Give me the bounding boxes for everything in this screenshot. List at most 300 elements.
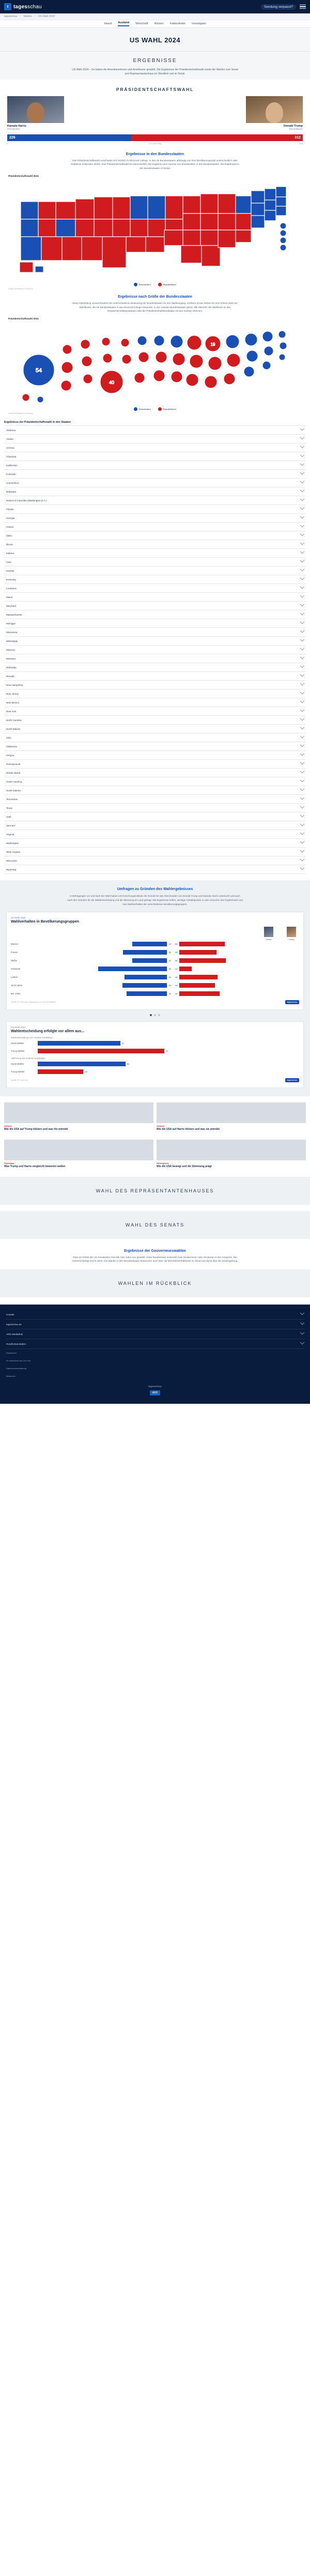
state-name: Hawaii <box>6 525 13 528</box>
teaser-kicker-3: Reportage <box>4 1161 14 1164</box>
chevron-down-icon <box>300 541 304 545</box>
group-bar-label: Männer <box>11 942 19 945</box>
group-bar-label: 18-29 Jahre <box>11 984 23 987</box>
state-accordion-row[interactable] <box>4 558 306 566</box>
reason-bar-row <box>11 1069 299 1075</box>
candidate-header <box>0 93 310 147</box>
widget-reason-source: Quelle: AP VoteCast <box>11 1079 28 1081</box>
state-accordion-row[interactable] <box>4 435 306 443</box>
state-name: Connecticut <box>6 481 19 484</box>
state-accordion-row[interactable] <box>4 751 306 760</box>
chevron-down-icon <box>300 699 304 703</box>
breadcrumb-separator-2: › <box>35 15 36 18</box>
widget-vote-reason <box>6 1021 304 1088</box>
electoral-bar <box>7 134 303 141</box>
harris-bar <box>122 983 167 988</box>
chevron-down-icon <box>300 743 304 747</box>
results-heading: ERGEBNISSE <box>133 58 177 64</box>
state-accordion-row[interactable] <box>4 839 306 848</box>
footer-small-1[interactable]: Es entschied Uns-Jun Uns <box>6 1359 31 1362</box>
state-name: Pennsylvania <box>6 762 21 765</box>
trump-value: 55 <box>175 942 178 945</box>
harris-photo <box>7 96 64 123</box>
harris-bar <box>123 950 167 955</box>
teaser-kicker-4: Hintergrund <box>157 1161 168 1164</box>
widget-reason-kicker: US-Wahl 2024 <box>11 1025 26 1029</box>
chevron-down-icon <box>300 839 304 844</box>
breadcrumb-item-2: US-Wahl 2024 <box>38 15 55 18</box>
carousel-dot-2[interactable] <box>154 1014 156 1016</box>
state-name: Delaware <box>6 490 17 493</box>
trump-photo <box>246 96 303 123</box>
nav-item-faktenfinder[interactable]: Faktenfinder <box>169 22 186 25</box>
chevron-down-icon <box>300 664 304 668</box>
bubble-body: Diese Darstellung veranschaulicht die unterschiedliche Bedeutung der Bundesstaaten für den Wahlausgang. Größere Kreise stehen für eine höhere Zahl von Wahlleuten, die ein Bundesstaaten in das Electoral College entsendet. In den meisten Bundesstaaten gehen alle Stimmen der Wahlleute an den Präsidentschaftskandidaten oder die Präsidentschaftskandidatin mit den meisten Stimmen. <box>72 301 238 313</box>
widget-groups-title: Wahlverhalten in Bevölkerungsgruppen <box>11 919 79 924</box>
breadcrumb-item-1[interactable]: Wahlen <box>23 15 33 18</box>
state-accordion-row[interactable] <box>4 540 306 549</box>
chevron-down-icon <box>300 628 304 633</box>
state-name: Illinois <box>6 543 13 546</box>
state-accordion-row[interactable] <box>4 479 306 487</box>
state-accordion-row[interactable] <box>4 681 306 689</box>
state-accordion-row[interactable] <box>4 725 306 733</box>
chevron-down-icon <box>300 558 304 562</box>
carousel-dot-1[interactable] <box>150 1014 152 1016</box>
footer-small-0[interactable]: Impressum <box>6 1352 17 1355</box>
state-accordion-row[interactable] <box>4 769 306 777</box>
state-accordion-row[interactable] <box>4 742 306 751</box>
chevron-down-icon <box>300 488 304 492</box>
trump-value: 15 <box>175 967 178 970</box>
trump-name: Donald Trump <box>284 124 303 128</box>
teaser-headline-3: Was Trump und Harris vergleicht bewerten wollen <box>4 1164 66 1168</box>
trump-value: 43 <box>175 984 178 987</box>
reason-bar-label: Harris-Wähler <box>11 1063 24 1066</box>
teaser-image-1 <box>4 1102 153 1123</box>
reason-bar-row <box>11 1040 299 1047</box>
state-name: Colorado <box>6 472 16 476</box>
state-name: Washington <box>6 841 19 845</box>
state-accordion-row[interactable] <box>4 505 306 514</box>
state-name: Arkansas <box>6 455 17 458</box>
trump-value: 46 <box>175 975 178 978</box>
harris-bar <box>127 991 167 996</box>
main-nav <box>0 20 310 28</box>
state-accordion-row[interactable] <box>4 812 306 821</box>
page-title-band <box>0 28 310 52</box>
trump-bar <box>179 983 215 988</box>
widget-groups-badge: tagesschau <box>285 1000 299 1004</box>
state-accordion-row[interactable] <box>4 786 306 795</box>
state-accordion-row[interactable] <box>4 549 306 558</box>
footer-link-tagesschau[interactable] <box>5 1320 305 1329</box>
state-accordion-row[interactable] <box>4 610 306 619</box>
teaser-headline-4: Wie die USA bewegt und die Stimmung prägt <box>157 1164 212 1168</box>
widget-groups-bars <box>11 941 299 997</box>
state-accordion-row[interactable] <box>4 777 306 786</box>
bubble-heading: Ergebnisse nach Größe der Bundesstaaten <box>118 295 192 299</box>
chevron-down-icon <box>300 752 304 756</box>
state-accordion-row[interactable] <box>4 566 306 575</box>
house-heading: WAHL DES REPRÄSENTANTENHAUSES <box>96 1188 214 1193</box>
state-accordion-row[interactable] <box>4 663 306 672</box>
teaser-row-2 <box>0 1133 310 1171</box>
group-bar-label: Frauen <box>11 950 18 954</box>
group-bar-row <box>11 957 299 964</box>
group-bar-row <box>11 990 299 997</box>
state-accordion-row[interactable] <box>4 637 306 646</box>
survey-band <box>0 880 310 1096</box>
state-accordion-row[interactable] <box>4 698 306 707</box>
teaser-row-1 <box>0 1096 310 1133</box>
state-name: Ohio <box>6 736 11 739</box>
state-name: Oklahoma <box>6 745 17 748</box>
senate-band <box>0 1211 310 1239</box>
svg-text:54: 54 <box>35 367 42 374</box>
harris-value: 42 <box>168 942 172 945</box>
state-accordion-row[interactable] <box>4 584 306 593</box>
state-accordion-row[interactable] <box>4 523 306 531</box>
state-name: Georgia <box>6 516 15 519</box>
trump-thumb <box>287 927 296 937</box>
bubble-source: Quelle: AP/Wahlen in America <box>8 412 33 415</box>
reason-bar-row <box>11 1061 299 1067</box>
chevron-down-icon <box>300 514 304 518</box>
chevron-down-icon <box>300 497 304 501</box>
widget-reason-badge: tagesschau <box>285 1078 299 1082</box>
chevron-down-icon <box>300 435 304 439</box>
trump-bar <box>179 942 225 946</box>
chevron-down-icon <box>300 866 304 870</box>
map-source: Quelle: AP/Wahlen in America <box>8 287 33 290</box>
map-legend <box>4 283 306 286</box>
survey-heading: Umfragen zu Gründen des Wahlergebnisses <box>117 887 193 892</box>
group-bar-row <box>11 949 299 956</box>
state-name: Maryland <box>6 604 16 607</box>
reason-bar <box>38 1049 164 1053</box>
footer-link-label-0: Kontakt <box>6 1313 14 1316</box>
harris-value: 53 <box>168 950 172 954</box>
reason-bar-label: Trump-Wähler <box>11 1070 25 1074</box>
survey-body: In Befragungen vor und nach der Wahl haben US-Forschungsinstitute die Gründe für das Abschneiden von Donald Trump und Kamala Harris untersucht und auch nach den Gründen für die Wahlentscheidung und die Stimmung im Land gefragt. Die Ergebnisse helfen, wichtige Anhaltspunkte zu den Ursachen des Ergebnisses und zum Wahlverhalten der verschiedenen Bevölkerungsgruppen. <box>67 895 243 906</box>
footer-small-3[interactable]: Bildrechte <box>6 1375 16 1378</box>
candidate-harris <box>7 96 64 130</box>
state-accordion-row[interactable] <box>4 646 306 654</box>
state-accordion-row[interactable] <box>4 707 306 716</box>
trump-bar <box>179 950 216 955</box>
svg-text:19: 19 <box>210 342 215 347</box>
teaser-card-3[interactable] <box>4 1140 153 1169</box>
nav-item-wirtschaft[interactable]: Wirtschaft <box>135 22 148 25</box>
governors-section <box>4 1244 306 1264</box>
nav-item-investigativ[interactable]: Investigativ <box>192 22 206 25</box>
brand-primary: tages <box>13 4 28 10</box>
harris-name: Kamala Harris <box>7 124 26 128</box>
tick-center: 270 zum Sieg <box>148 142 162 145</box>
state-accordion-row[interactable] <box>4 461 306 470</box>
chevron-down-icon <box>300 470 304 474</box>
bubble-legend-label-dem: Demokraten <box>138 408 151 411</box>
reason-bar-label: Harris-Wähler <box>11 1042 24 1045</box>
harris-value: 42 <box>168 959 172 962</box>
state-accordion-row[interactable] <box>4 628 306 637</box>
chevron-down-icon <box>300 681 304 685</box>
legend-item-dem <box>134 283 151 286</box>
state-name: Kentucky <box>6 578 16 581</box>
state-accordion-row[interactable] <box>4 672 306 681</box>
missed-broadcast-button[interactable] <box>261 4 296 10</box>
chevron-down-icon <box>300 822 304 826</box>
state-accordion-row[interactable] <box>4 716 306 725</box>
map-body: Das Präsidentschaftswahl entscheidet sich letztlich im Electoral College. In das die Bundesstaaten abhängig von ihrer Bevölkerungszahl unterschiedlich viele Wahlleute entsenden dürfen. Das Präsidentschaftswahl ist damit letztlich das Ergebnis einer Summe von Einzelwahlen in den Bundesstaaten. Die Ergebnisse in den Bundesstaaten im Detail. <box>71 159 239 170</box>
us-choropleth-map[interactable] <box>4 178 306 282</box>
footer-brand <box>5 1380 305 1396</box>
trump-value: 45 <box>175 950 178 954</box>
state-name: Indiana <box>6 551 14 555</box>
legend-label-rep: Republikaner <box>163 283 177 286</box>
trump-value: 56 <box>175 959 178 962</box>
site-footer <box>0 1305 310 1404</box>
house-band <box>0 1177 310 1205</box>
head-harris <box>264 927 273 941</box>
harris-bar <box>132 958 167 963</box>
state-name: Arizona <box>6 446 14 449</box>
chevron-down-icon <box>300 734 304 738</box>
top-bar <box>0 0 310 13</box>
chevron-down-icon <box>300 426 304 431</box>
state-accordion-row[interactable] <box>4 760 306 769</box>
footer-small-2[interactable]: Datenschutzerklärung <box>6 1367 26 1370</box>
bubble-legend <box>4 407 306 411</box>
state-name: Virginia <box>6 833 14 836</box>
chevron-down-icon <box>300 637 304 641</box>
us-bubble-map[interactable] <box>4 321 306 406</box>
trump-party: Republikaner <box>289 127 303 130</box>
state-accordion-row[interactable] <box>4 619 306 628</box>
state-name: Wyoming <box>6 868 17 871</box>
state-accordion-row[interactable] <box>4 575 306 584</box>
bubble-legend-dem <box>134 407 151 411</box>
group-bar-row <box>11 974 299 980</box>
footer-link-label-2: ARD Mediathek <box>6 1332 23 1336</box>
state-name: Utah <box>6 815 11 818</box>
reason-bar <box>38 1062 126 1066</box>
head-trump-name: Trump <box>288 938 295 941</box>
state-name: West Virginia <box>6 850 20 853</box>
chevron-down-icon <box>300 813 304 817</box>
reason-bar <box>38 1041 120 1046</box>
state-accordion-row[interactable] <box>4 470 306 479</box>
trump-value: 49 <box>175 992 178 995</box>
harris-value: 51 <box>168 975 172 978</box>
state-name: Louisiana <box>6 587 17 590</box>
footer-brand-label: tagesschau <box>148 1385 162 1389</box>
chevron-down-icon <box>300 778 304 782</box>
state-name: Rhode Island <box>6 771 21 774</box>
chevron-down-icon <box>300 576 304 580</box>
state-accordion-row[interactable] <box>4 804 306 812</box>
chevron-down-icon <box>300 672 304 677</box>
chevron-down-icon <box>300 831 304 835</box>
teaser-kicker-2: Analyse <box>157 1124 165 1127</box>
chevron-down-icon <box>300 479 304 483</box>
teaser-image-4 <box>157 1140 306 1160</box>
footer-link-mediathek[interactable] <box>5 1329 305 1339</box>
legend-label-dem: Demokraten <box>138 283 151 286</box>
reason-group-label: Wahlentscheidung zum meisten Kandidaten <box>11 1036 53 1039</box>
reason-bar-label: Trump-Wähler <box>11 1050 25 1053</box>
state-name: Kalifornien <box>6 464 18 467</box>
presidential-section-title: PRÄSIDENTSCHAFTSWAHL <box>116 86 194 92</box>
teaser-headline-2: Wie die USA auf Harris blicken und was sie antreibt <box>157 1127 220 1131</box>
state-accordion-row[interactable] <box>4 426 306 435</box>
group-bar-label: Schwarze <box>11 967 21 970</box>
footer-link-label-1: tagesschau.de <box>6 1323 22 1326</box>
state-accordion-row[interactable] <box>4 865 306 874</box>
group-bar-label: Latinos <box>11 975 18 978</box>
map-section <box>4 152 306 290</box>
state-accordion-row[interactable] <box>4 733 306 742</box>
chevron-down-icon <box>300 523 304 527</box>
state-name: Missouri <box>6 648 16 651</box>
svg-text:40: 40 <box>109 380 115 386</box>
state-name: Idaho <box>6 534 12 537</box>
chevron-down-icon <box>300 611 304 615</box>
state-name: New Mexico <box>6 701 20 704</box>
widget-groups-heads <box>11 927 299 941</box>
state-accordion-row[interactable] <box>4 602 306 610</box>
chevron-down-icon <box>300 787 304 791</box>
chevron-down-icon <box>300 549 304 554</box>
harris-value: 83 <box>168 967 172 970</box>
nav-item-wissen[interactable]: Wissen <box>154 22 164 25</box>
state-name: Nevada <box>6 674 14 678</box>
candidate-trump <box>246 96 303 130</box>
trump-bar <box>179 958 226 963</box>
tick-left: 0 <box>7 142 9 145</box>
state-accordion-row[interactable] <box>4 531 306 540</box>
harris-party: Demokraten <box>7 127 20 130</box>
chevron-down-icon <box>300 567 304 571</box>
state-name: Vermont <box>6 824 16 827</box>
nav-item-ausland[interactable]: Ausland <box>118 21 129 26</box>
state-name: New Jersey <box>6 692 19 695</box>
state-accordion-row[interactable] <box>4 821 306 830</box>
state-name: North Dakota <box>6 727 21 730</box>
state-accordion-row[interactable] <box>4 689 306 698</box>
tick-right: 538 <box>299 142 303 145</box>
teaser-headline-1: Wie die USA auf Trump blicken und was ihn antreibt <box>4 1127 68 1131</box>
chevron-down-icon <box>300 593 304 597</box>
state-accordion-row[interactable] <box>4 848 306 856</box>
state-accordion-row[interactable] <box>4 443 306 452</box>
chevron-down-icon <box>300 848 304 852</box>
chevron-down-icon <box>300 585 304 589</box>
group-bar-label: Weiße <box>11 959 18 962</box>
chevron-down-icon <box>300 716 304 720</box>
harris-value: 49 <box>168 992 172 995</box>
trump-bar <box>179 991 220 996</box>
state-name: Wisconsin <box>6 859 17 862</box>
bubble-chart-label: Präsidentschaftswahl 2024 <box>8 317 39 320</box>
page-title: US WAHL 2024 <box>129 36 181 44</box>
chevron-down-icon <box>300 804 304 808</box>
chevron-down-icon <box>300 505 304 510</box>
state-name: Nebraska <box>6 666 17 669</box>
state-name: Texas <box>6 806 12 809</box>
chevron-down-icon <box>300 462 304 466</box>
state-name: New York <box>6 710 17 713</box>
trump-bar <box>179 975 218 979</box>
widget-groups-footer <box>11 1000 299 1004</box>
state-name: New Hampshire <box>6 683 23 686</box>
state-accordion-row[interactable] <box>4 856 306 865</box>
chevron-down-icon <box>300 708 304 712</box>
group-bar-row <box>11 982 299 989</box>
state-name: Florida <box>6 508 14 511</box>
bubble-legend-label-rep: Republikaner <box>163 408 177 411</box>
teaser-kicker-1: Analyse <box>4 1124 12 1127</box>
state-accordion-row[interactable] <box>4 654 306 663</box>
hamburger-icon[interactable] <box>300 5 306 9</box>
breadcrumb-item-0[interactable]: tagesschau <box>4 15 18 18</box>
site-logo[interactable] <box>4 3 42 10</box>
electoral-bar-rep: 312 <box>131 134 303 141</box>
retrospective-band <box>0 1269 310 1297</box>
reason-bar-value: 72 <box>165 1050 168 1053</box>
state-name: Alaska <box>6 437 13 440</box>
carousel-dot-3[interactable] <box>158 1014 160 1016</box>
state-accordion-row[interactable] <box>4 514 306 523</box>
trump-bar <box>179 967 192 971</box>
reason-bar-value: 50 <box>127 1063 130 1066</box>
chevron-down-icon <box>300 857 304 861</box>
state-name: Alabama <box>6 428 16 432</box>
chevron-down-icon <box>300 769 304 773</box>
ard-logo: ARD <box>150 1390 161 1396</box>
teaser-card-2[interactable] <box>157 1102 306 1131</box>
state-accordion-row[interactable] <box>4 830 306 839</box>
state-accordion-row[interactable] <box>4 496 306 505</box>
footer-link-kontakt[interactable] <box>5 1310 305 1320</box>
carousel-dots[interactable] <box>0 1014 310 1016</box>
chevron-down-icon <box>300 602 304 606</box>
state-name: Iowa <box>6 560 11 563</box>
governors-body: Etwa ein Drittel der US-Senatssitze sind alle zwei Jahre neu gewählt. Jeder Bundesstaat entsendet zwei Senatorinnen oder Senatoren in den Kongress. Die Amtszeit beträgt sechs Jahre. Die Wahlen in den Bundesstaaten bestimmen auch über die Mehrheitsverhältnisse im Senat und damit über die Gesetzgebung. <box>72 1255 238 1263</box>
retrospective-heading: WAHLEN IM RÜCKBLICK <box>118 1281 192 1286</box>
widget-reason-bars <box>11 1036 299 1075</box>
state-accordion-row[interactable] <box>4 795 306 804</box>
nav-item-inland[interactable]: Inland <box>104 22 112 25</box>
results-lead: US-Wahl 2024 – So haben die Amerikanerinnen und Amerikaner gewählt. Die Ergebnisse der Präsidentschaftswahl sowie der Wahlen zum Senat und Repräsentantenhaus im Überblick und im Detail. <box>72 68 238 76</box>
group-bar-label: 65+ Jahre <box>11 992 21 995</box>
teaser-card-1[interactable] <box>4 1102 153 1131</box>
footer-link-rundfunkanstalten[interactable] <box>5 1339 305 1349</box>
state-accordion <box>4 425 306 874</box>
state-name: Kansas <box>6 569 14 572</box>
state-accordion-row[interactable] <box>4 593 306 602</box>
breadcrumb <box>0 13 310 20</box>
teaser-image-3 <box>4 1140 153 1160</box>
state-accordion-row[interactable] <box>4 487 306 496</box>
teaser-image-2 <box>157 1102 306 1123</box>
teaser-card-4[interactable] <box>157 1140 306 1169</box>
state-name: South Dakota <box>6 789 21 792</box>
chevron-down-icon <box>300 760 304 764</box>
state-list-title: Ergebnisse der Präsidentschaftswahl in den Staaten <box>4 421 71 424</box>
state-accordion-row[interactable] <box>4 452 306 461</box>
